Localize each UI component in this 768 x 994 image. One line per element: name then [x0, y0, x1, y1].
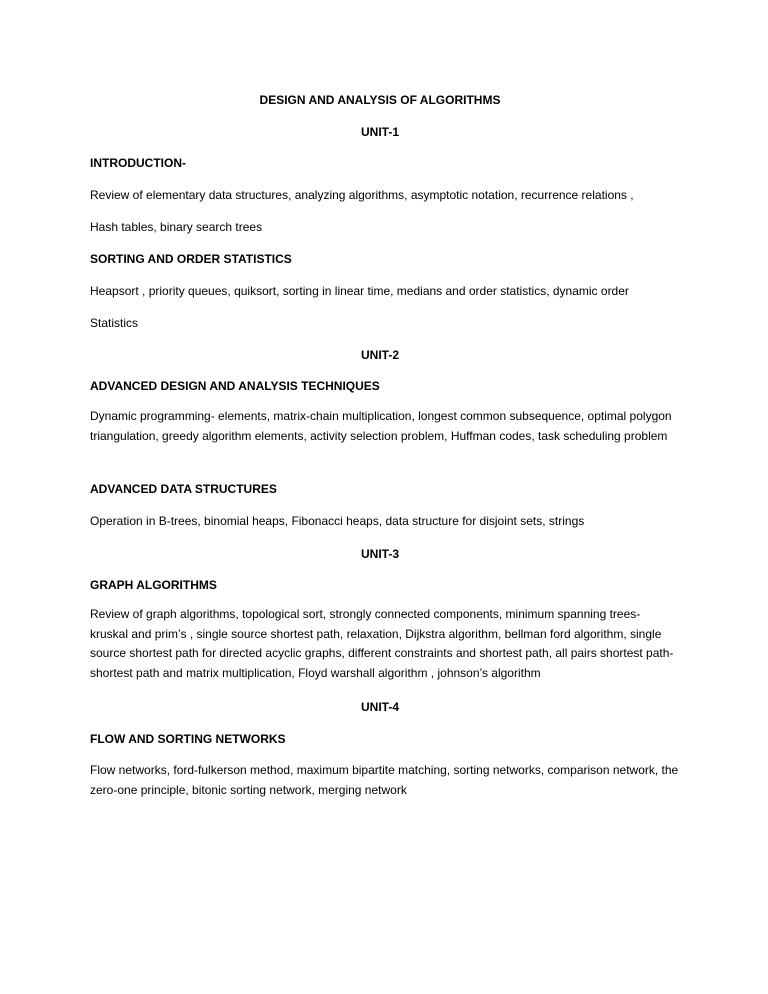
introduction-text-line-2: Hash tables, binary search trees [90, 220, 263, 234]
advanced-data-structures-heading: ADVANCED DATA STRUCTURES [90, 482, 277, 496]
unit-4-heading: UNIT-4 [360, 700, 399, 714]
advanced-design-text: Dynamic programming- elements, matrix-chain multiplication, longest common subsequence, optimal polygon triangulation, greedy algorithm elements, activity selection problem, Huffman codes, task scheduling problem [90, 409, 672, 443]
graph-algorithms-text: Review of graph algorithms, topological sort, strongly connected components, minimum spanning trees- kruskal and prim’s , single source shortest path, relaxation, Dijkstra algorithm, bellman ford algorithm, single source shortest path for directed acyclic graphs, different constraints and shortest path, all pairs shortest path- shortest path and matrix multiplication, Floyd warshall algorithm , johnson’s algorithm [90, 607, 674, 680]
unit-3-heading: UNIT-3 [360, 547, 399, 561]
unit-1-heading: UNIT-1 [360, 125, 399, 139]
graph-algorithms-heading: GRAPH ALGORITHMS [90, 578, 217, 592]
introduction-text-line-1: Review of elementary data structures, analyzing algorithms, asymptotic notation, recurrence relations , [90, 188, 634, 202]
flow-networks-heading: FLOW AND SORTING NETWORKS [90, 732, 286, 746]
sorting-text-line-2: Statistics [90, 316, 139, 330]
unit-2-heading: UNIT-2 [360, 348, 399, 362]
flow-networks-text: Flow networks, ford-fulkerson method, maximum bipartite matching, sorting networks, comparison network, the zero-one principle, bitonic sorting network, merging network [90, 763, 679, 797]
advanced-data-structures-text: Operation in B-trees, binomial heaps, Fibonacci heaps, data structure for disjoint sets, strings [90, 514, 585, 528]
sorting-text-line-1: Heapsort , priority queues, quiksort, sorting in linear time, medians and order statistics, dynamic order [90, 284, 629, 298]
introduction-heading: INTRODUCTION- [90, 156, 186, 170]
sorting-heading: SORTING AND ORDER STATISTICS [90, 252, 292, 266]
advanced-design-heading: ADVANCED DESIGN AND ANALYSIS TECHNIQUES [90, 379, 380, 393]
document-title: DESIGN AND ANALYSIS OF ALGORITHMS [259, 93, 501, 107]
